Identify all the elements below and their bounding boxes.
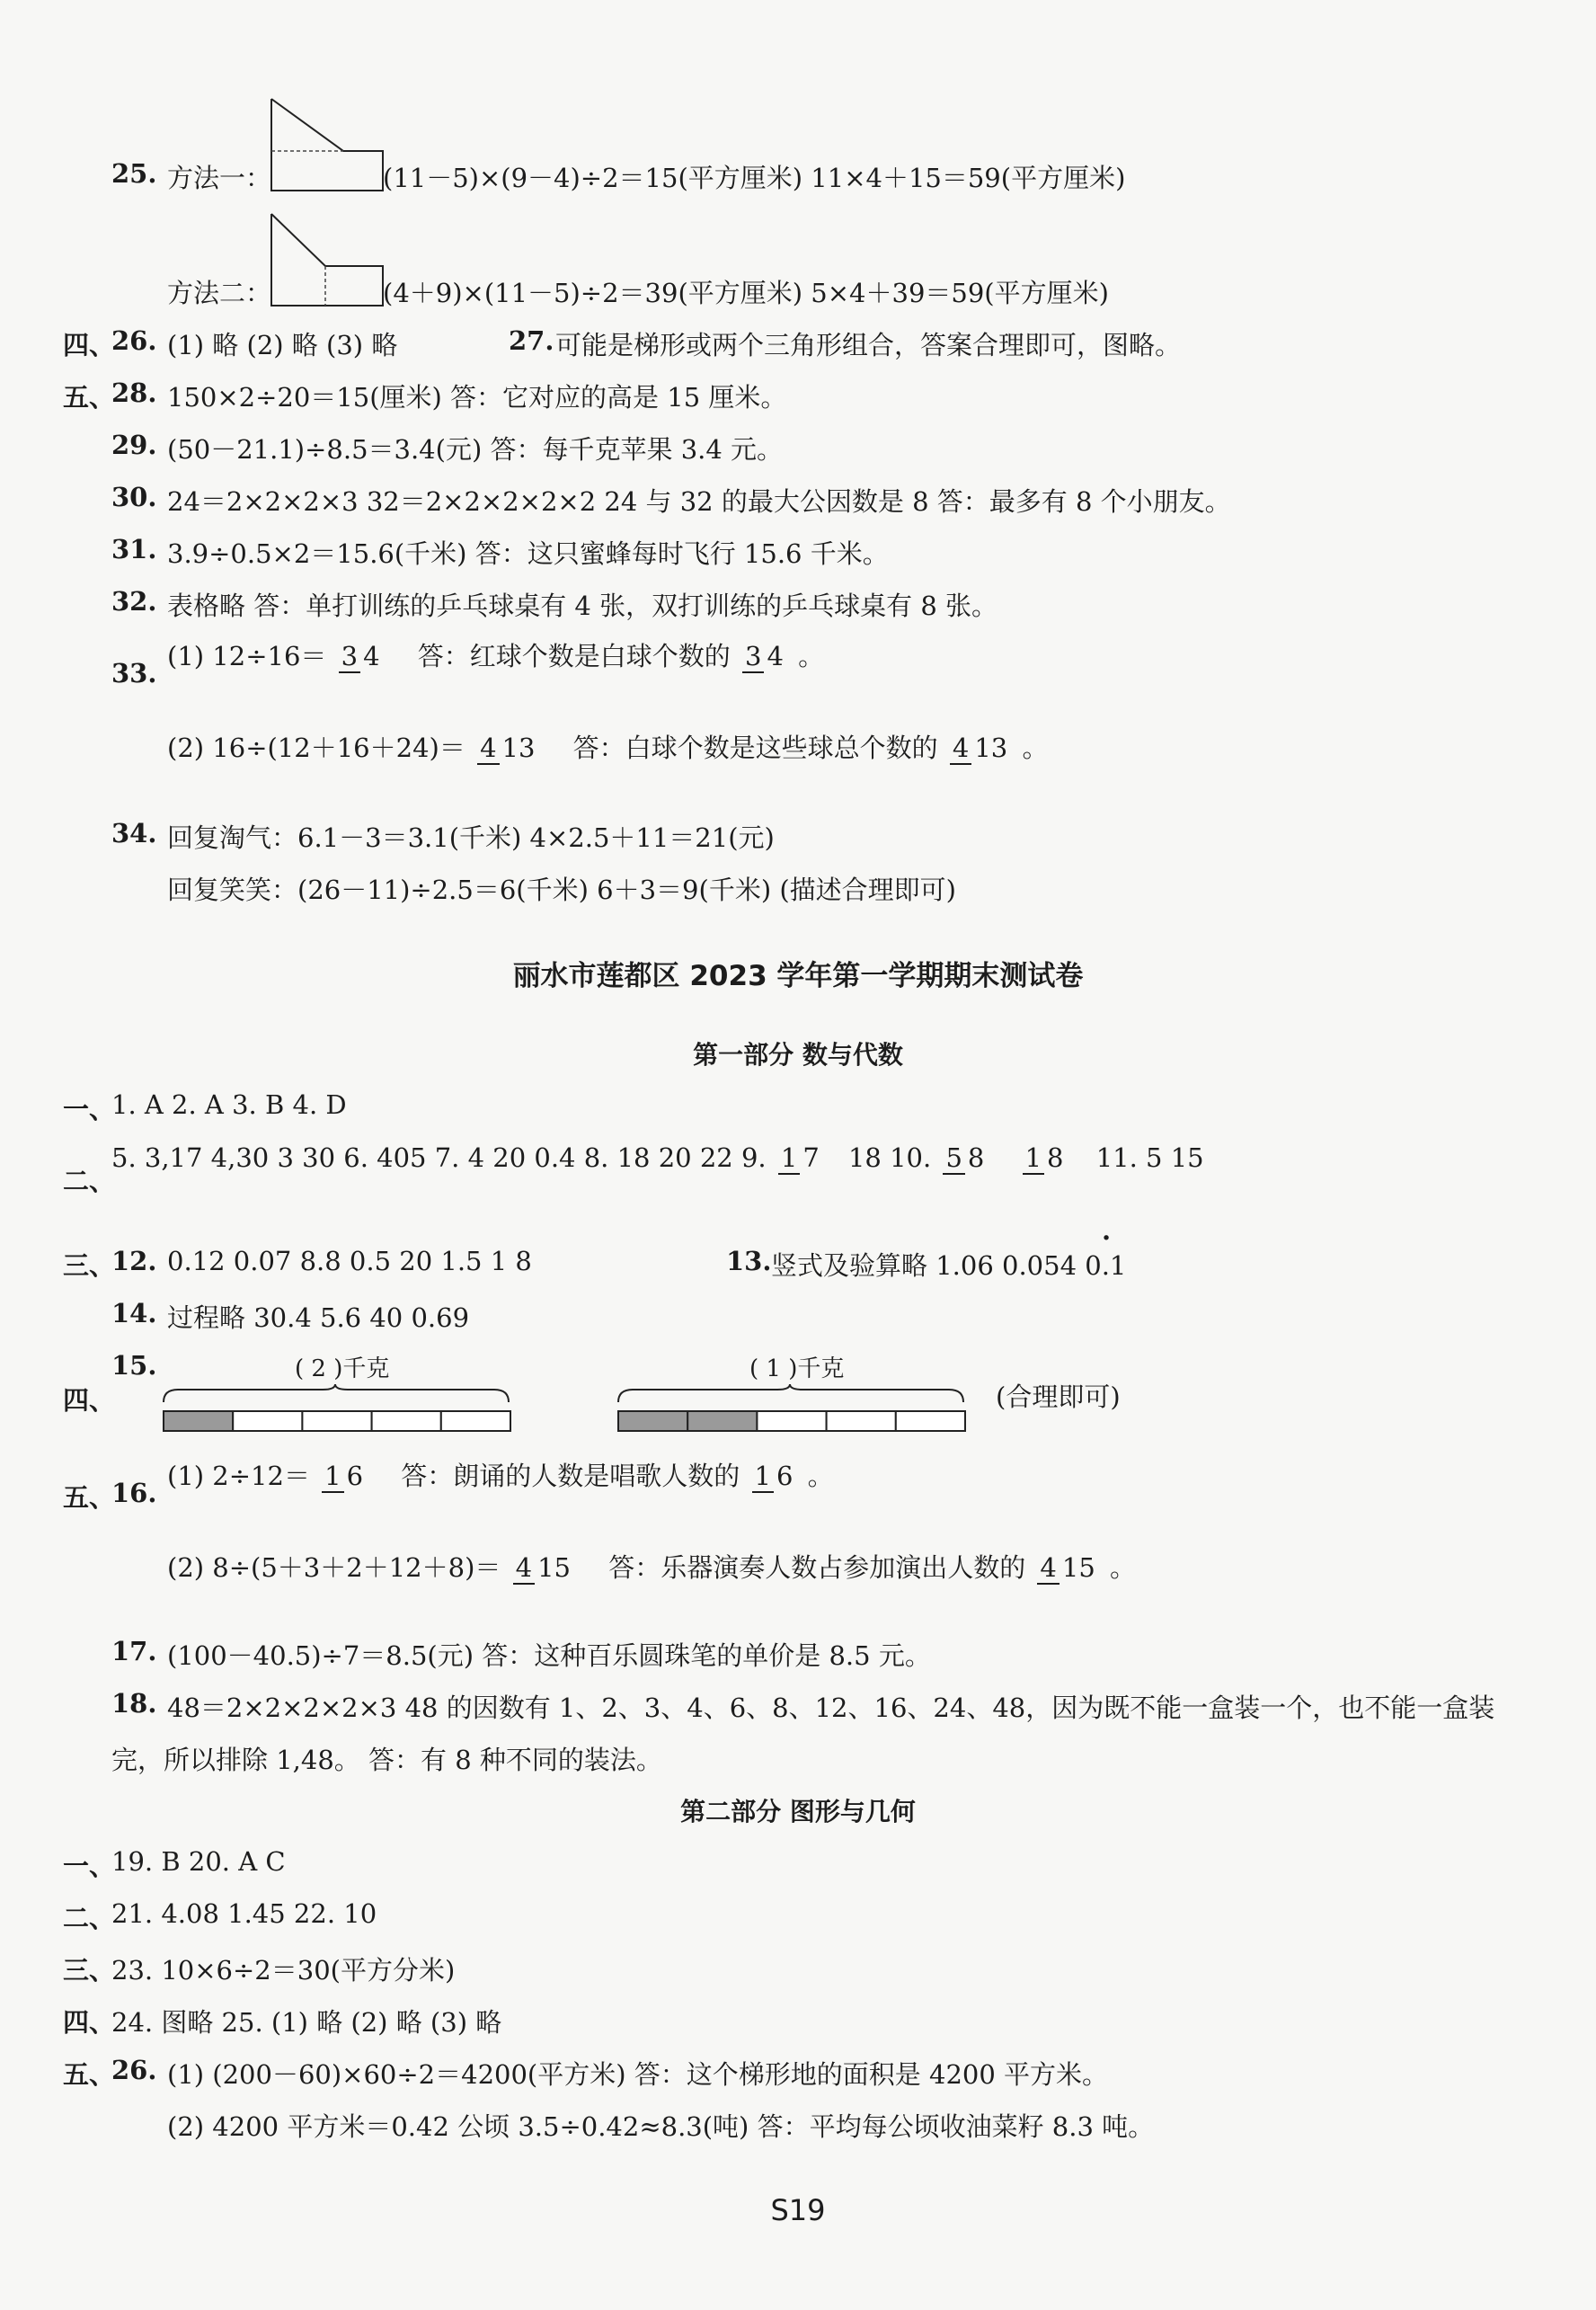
part-2-title: 第二部分 图形与几何: [680, 1797, 916, 1826]
fraction: 1 8: [1023, 1143, 1067, 1172]
answer-12: 0.12 0.07 8.8 0.5 20 1.5 1 8: [167, 1246, 532, 1276]
answer-33-part-2: (2) 16÷(12＋16＋24)＝ 4 13 答：白球个数是这些球总个数的 4 13 。: [167, 733, 1049, 763]
p2-section-2-answers: 21. 4.08 1.45 22. 10: [111, 1898, 377, 1929]
p2-section-5-label: 五、: [63, 2059, 116, 2090]
fraction: 5 8: [943, 1143, 987, 1172]
brace: [164, 1384, 509, 1402]
test-title: 丽水市莲都区 2023 学年第一学期期末测试卷: [512, 960, 1084, 992]
p1-section-2-answers: 5. 3,17 4,30 3 30 6. 405 7. 4 20 0.4 8. 18 20 22 9. 1 7 18 10. 5 8 1 8 11. 5 15: [111, 1142, 1204, 1173]
answer-16-part-2: (2) 8÷(5＋3＋2＋12＋8)＝ 4 15 答：乐器演奏人数占参加演出人数的 4 15 。: [167, 1552, 1137, 1583]
fraction: 4 13: [950, 733, 1010, 762]
answer-33-part-1: (1) 12÷16＝ 3 4 答：红球个数是白球个数的 3 4 。: [167, 641, 825, 671]
p2-section-1-answers: 19. B 20. A C: [111, 1846, 286, 1877]
p2-section-2-label: 二、: [63, 1903, 116, 1933]
p2-section-4-label: 四、: [63, 2007, 116, 2038]
question-number-13: 13.: [726, 1246, 772, 1276]
question-number-17: 17.: [111, 1636, 157, 1666]
question-number-31: 31.: [111, 534, 157, 564]
p2-section-1-label: 一、: [63, 1851, 116, 1881]
answer-28: 150×2÷20＝15(厘米) 答：它对应的高是 15 厘米。: [167, 382, 787, 413]
p1-section-3-label: 三、: [63, 1250, 116, 1281]
fraction: 4 15: [1037, 1553, 1097, 1582]
p1-section-2-label: 二、: [63, 1166, 116, 1196]
question-number-33: 33.: [111, 658, 157, 689]
method-1-formula: (11－5)×(9－4)÷2＝15(平方厘米) 11×4＋15＝59(平方厘米): [383, 163, 1126, 193]
answer-p2-26-line-2: (2) 4200 平方米＝0.42 公顷 3.5÷0.42≈8.3(吨) 答：平均每公顷收油菜籽 8.3 吨。: [167, 2111, 1155, 2142]
bar-segment: [302, 1411, 371, 1431]
fraction: 3 4: [742, 642, 786, 671]
method-1-label: 方法一：: [167, 163, 272, 193]
question-number-16: 16.: [111, 1478, 157, 1508]
answer-32: 表格略 答：单打训练的乒乓球桌有 4 张，双打训练的乒乓球桌有 8 张。: [167, 591, 998, 621]
question-number-29: 29.: [111, 430, 157, 460]
bar-segment-shaded: [687, 1411, 757, 1431]
question-number-34: 34.: [111, 818, 157, 848]
question-number-15: 15.: [111, 1350, 157, 1381]
bar-2-label: ( 1 )千克: [749, 1355, 845, 1382]
method-1-figure: [270, 97, 386, 192]
answer-18-line-2: 完，所以排除 1,48。 答：有 8 种不同的装法。: [111, 1745, 662, 1775]
bar-segment: [233, 1411, 302, 1431]
answer-34-line-1: 回复淘气：6.1－3＝3.1(千米) 4×2.5＋11＝21(元): [167, 822, 775, 853]
fraction: 4 13: [477, 733, 537, 762]
fraction: 4 15: [513, 1553, 573, 1582]
question-number-32: 32.: [111, 586, 157, 617]
answer-29: (50－21.1)÷8.5＝3.4(元) 答：每千克苹果 3.4 元。: [167, 434, 784, 465]
section-4-label: 四、: [63, 330, 116, 360]
section-5-label: 五、: [63, 382, 116, 413]
bar-1-label: ( 2 )千克: [295, 1355, 390, 1382]
question-number-28: 28.: [111, 378, 157, 408]
answer-15-note: (合理即可): [996, 1382, 1121, 1412]
answer-31: 3.9÷0.5×2＝15.6(千米) 答：这只蜜蜂每时飞行 15.6 千米。: [167, 538, 889, 569]
p1-section-4-label: 四、: [63, 1385, 116, 1416]
bar-segment: [441, 1411, 510, 1431]
part-1-title: 第一部分 数与代数: [693, 1040, 903, 1070]
method-2-figure: [270, 212, 386, 307]
question-number-12: 12.: [111, 1246, 157, 1276]
answer-p2-26-line-1: (1) (200－60)×60÷2＝4200(平方米) 答：这个梯形地的面积是 4200 平方米。: [167, 2059, 1109, 2090]
bar-model-2: [616, 1384, 967, 1435]
bar-model-1: [162, 1384, 512, 1435]
question-number-p2-26: 26.: [111, 2055, 157, 2085]
method-2-formula: (4＋9)×(11－5)÷2＝39(平方厘米) 5×4＋39＝59(平方厘米): [383, 278, 1109, 308]
p2-section-3-answers: 23. 10×6÷2＝30(平方分米): [111, 1955, 456, 1986]
p1-section-1-label: 一、: [63, 1094, 116, 1124]
bar-segment: [372, 1411, 441, 1431]
fraction: 1 6: [322, 1462, 366, 1490]
question-number-25: 25.: [111, 158, 157, 189]
brace: [618, 1384, 963, 1402]
bar-segment-shaded: [164, 1411, 233, 1431]
repeating-decimal-dot: ·: [1102, 1222, 1112, 1253]
fraction: 1 7: [778, 1143, 822, 1172]
question-number-18: 18.: [111, 1688, 157, 1719]
answer-27: 可能是梯形或两个三角形组合，答案合理即可，图略。: [555, 330, 1182, 360]
p1-section-1-answers: 1. A 2. A 3. B 4. D: [111, 1089, 347, 1120]
page-number: S19: [770, 2193, 826, 2227]
question-number-27: 27.: [509, 325, 554, 356]
answer-18-line-1: 48＝2×2×2×2×3 48 的因数有 1、2、3、4、6、8、12、16、24、48，因为既不能一盒装一个，也不能一盒装: [167, 1693, 1495, 1723]
answer-16-part-1: (1) 2÷12＝ 1 6 答：朗诵的人数是唱歌人数的 1 6 。: [167, 1461, 834, 1491]
fraction: 1 6: [752, 1462, 796, 1490]
p2-section-3-label: 三、: [63, 1955, 116, 1986]
p1-section-5-label: 五、: [63, 1482, 116, 1513]
fraction: 3 4: [339, 642, 383, 671]
answer-34-line-2: 回复笑笑：(26－11)÷2.5＝6(千米) 6＋3＝9(千米) (描述合理即可): [167, 875, 956, 905]
bar-segment: [896, 1411, 965, 1431]
answer-14: 过程略 30.4 5.6 40 0.69: [167, 1302, 470, 1333]
method-2-label: 方法二：: [167, 278, 272, 308]
answer-30: 24＝2×2×2×3 32＝2×2×2×2×2 24 与 32 的最大公因数是 8 答：最多有 8 个小朋友。: [167, 486, 1231, 517]
answer-13: 竖式及验算略 1.06 0.054 0.1: [771, 1250, 1127, 1281]
answer-17: (100－40.5)÷7＝8.5(元) 答：这种百乐圆珠笔的单价是 8.5 元。: [167, 1640, 931, 1671]
bar-segment: [827, 1411, 896, 1431]
p2-section-4-answers: 24. 图略 25. (1) 略 (2) 略 (3) 略: [111, 2007, 502, 2038]
question-number-14: 14.: [111, 1298, 157, 1328]
question-number-30: 30.: [111, 482, 157, 512]
question-number-26: 26.: [111, 325, 157, 356]
answer-26: (1) 略 (2) 略 (3) 略: [167, 330, 398, 360]
bar-segment-shaded: [618, 1411, 687, 1431]
bar-segment: [757, 1411, 826, 1431]
